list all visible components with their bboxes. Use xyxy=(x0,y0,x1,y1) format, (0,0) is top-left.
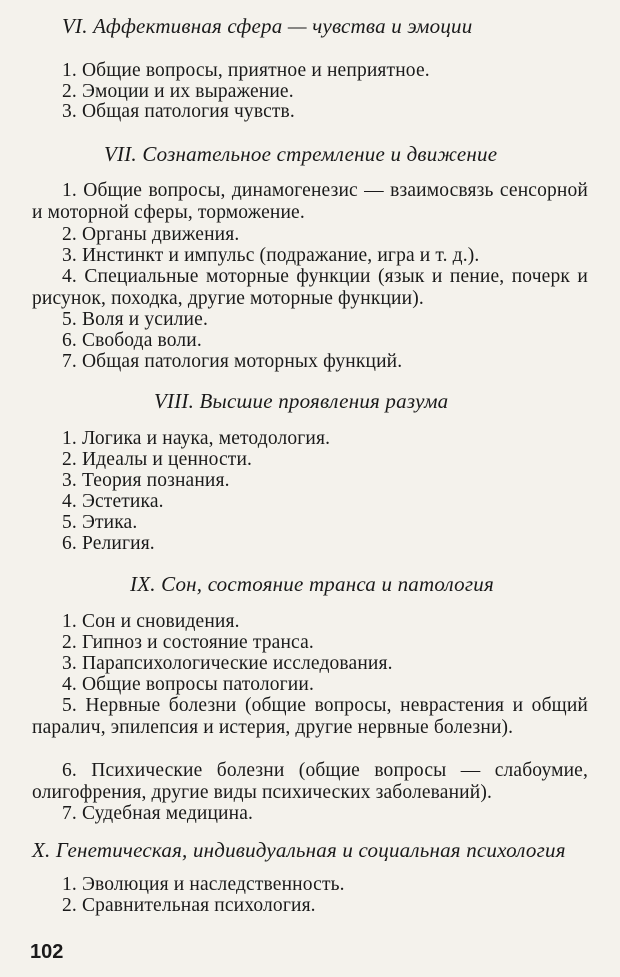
list-item: 1. Общие вопросы, приятное и неприятное. xyxy=(62,60,430,81)
list-item: 3. Теория познания. xyxy=(62,470,230,491)
list-item: 7. Судебная медицина. xyxy=(62,803,254,824)
list-item: 3. Инстинкт и импульс (подражание, игра и т. д.). xyxy=(62,245,480,266)
list-item: 1. Сон и сновидения. xyxy=(62,611,240,632)
section-heading: VI. Аффективная сфера — чувства и эмоции xyxy=(62,14,473,38)
section-heading: VII. Сознательное стремление и движение xyxy=(104,142,498,166)
list-item: 5. Нервные болезни (общие вопросы, неврастения и общий паралич, эпилепсия и истерия, другие нервные болезни). xyxy=(32,695,588,738)
list-item: 3. Парапсихологические исследования. xyxy=(62,653,393,674)
list-item: 1. Логика и наука, методология. xyxy=(62,428,331,449)
list-item: 4. Общие вопросы патологии. xyxy=(62,674,314,695)
list-item: 2. Идеалы и ценности. xyxy=(62,449,253,470)
list-item: 2. Гипноз и состояние транса. xyxy=(62,632,314,653)
list-item: 1. Эволюция и наследственность. xyxy=(62,874,345,895)
list-item: 3. Общая патология чувств. xyxy=(62,101,295,122)
list-item: 6. Свобода воли. xyxy=(62,330,202,351)
list-item: 6. Религия. xyxy=(62,533,155,554)
list-item: 4. Специальные моторные функции (язык и пение, почерк и рисунок, походка, другие моторные функции). xyxy=(32,266,588,309)
list-item: 2. Органы движения. xyxy=(62,224,240,245)
list-item: 6. Психические болезни (общие вопросы — слабоумие, олигофрения, другие виды психических заболеваний). xyxy=(32,760,588,803)
list-item: 5. Этика. xyxy=(62,512,138,533)
list-item: 5. Воля и усилие. xyxy=(62,309,208,330)
list-item: 4. Эстетика. xyxy=(62,491,164,512)
list-item: 2. Эмоции и их выражение. xyxy=(62,81,294,102)
section-heading: VIII. Высшие проявления разума xyxy=(154,389,449,413)
page-number: 102 xyxy=(30,941,64,963)
list-item: 1. Общие вопросы, динамогенезис — взаимосвязь сенсорной и моторной сферы, торможение. xyxy=(32,180,588,223)
section-heading: IX. Сон, состояние транса и патология xyxy=(130,572,494,596)
list-item: 2. Сравнительная психология. xyxy=(62,895,316,916)
section-heading: X. Генетическая, индивидуальная и социальная психология xyxy=(32,838,566,862)
list-item: 7. Общая патология моторных функций. xyxy=(62,351,403,372)
